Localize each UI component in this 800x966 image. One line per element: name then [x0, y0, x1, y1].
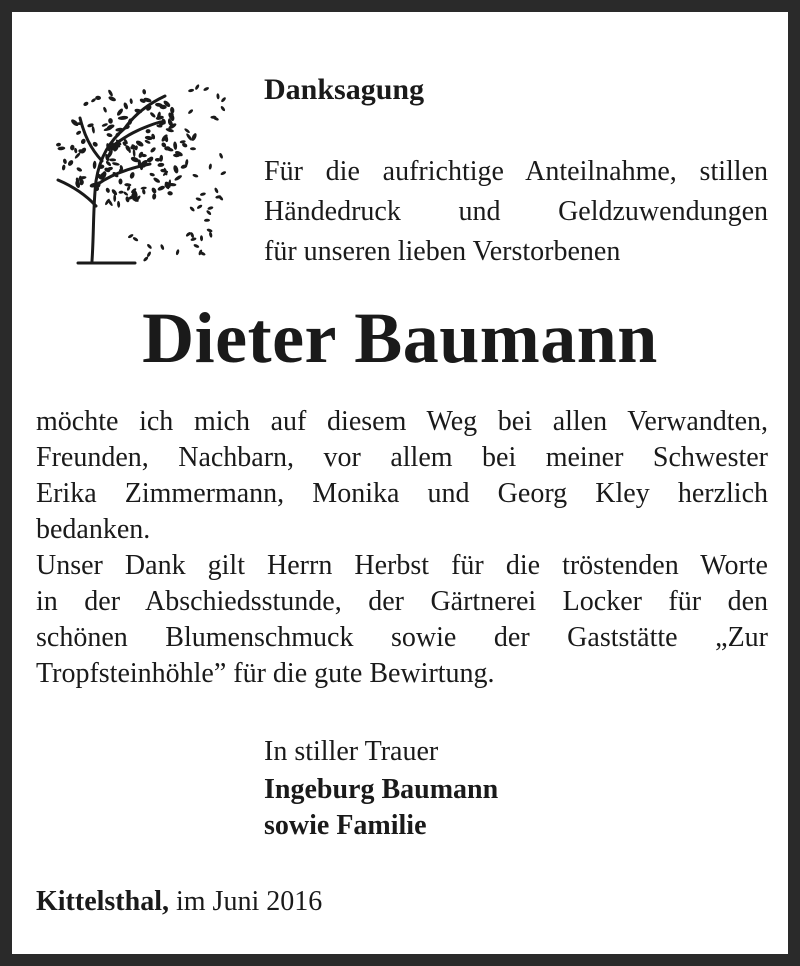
leaf-shape [108, 118, 114, 124]
leaf-shape [105, 187, 111, 193]
leaf-shape [220, 105, 226, 112]
leaf-shape [56, 142, 62, 147]
body-line: bedanken. [36, 514, 151, 545]
leaf-shape [113, 194, 116, 202]
leaf-shape [108, 95, 117, 102]
leaf-shape [219, 152, 224, 159]
leaf-shape [76, 166, 83, 172]
leaf-shape [95, 96, 101, 101]
body-line: Tropfsteinhöhle” für die gute Bewirtung. [36, 658, 495, 689]
leaf-shape [150, 146, 157, 153]
leaf-shape [74, 152, 81, 160]
leaf-shape [70, 145, 75, 151]
body-line: möchte ich mich auf diesem Weg bei allen Verwandten, [36, 406, 768, 437]
leaf-shape [204, 219, 210, 222]
leaf-shape [124, 183, 131, 187]
leaf-shape [112, 162, 120, 167]
leaf-shape [67, 159, 74, 167]
leaf-shape [57, 146, 65, 150]
body-line: in der Abschiedsstunde, der Gärtnerei Locker für den [36, 586, 768, 617]
leaf-shape [142, 189, 146, 195]
body-line: Freunden, Nachbarn, vor allem bei meiner Schwester [36, 442, 768, 473]
leaf-shape [75, 130, 81, 136]
tree-in-wind-icon [40, 56, 230, 268]
leaf-shape [116, 108, 124, 117]
leaf-shape [187, 108, 193, 114]
leaf-shape [157, 185, 166, 192]
leaf-shape [123, 191, 129, 196]
leaf-shape [91, 126, 95, 134]
leaf-shape [188, 88, 194, 92]
leaf-shape [101, 123, 108, 128]
leaf-shape [173, 141, 178, 150]
leaf-shape [214, 187, 219, 194]
leaf-shape [209, 231, 213, 238]
intro-line: für unseren lieben Verstorbenen [264, 236, 621, 267]
leaf-shape [62, 158, 67, 164]
mourning-phrase: In stiller Trauer [264, 736, 439, 767]
leaf-shape [194, 84, 200, 91]
leaf-shape [216, 93, 220, 99]
leaf-shape [189, 206, 195, 212]
leaf-shape [146, 243, 152, 249]
leaf-shape [107, 89, 113, 97]
leaf-shape [129, 98, 133, 104]
leaf-shape [207, 206, 214, 211]
leaf-shape [190, 147, 196, 150]
place-date-line [36, 884, 322, 920]
signer-family: sowie Familie [264, 810, 427, 841]
leaf-shape [193, 243, 200, 248]
date-text: im Juni 2016 [169, 886, 323, 917]
leaf-shape [129, 171, 135, 179]
leaf-shape [195, 197, 202, 202]
leaf-shape [152, 193, 157, 200]
leaf-shape [132, 236, 139, 242]
leaf-shape [200, 192, 207, 197]
leaf-shape [142, 89, 147, 95]
leaf-shape [93, 161, 97, 169]
notice-heading: Danksagung [264, 73, 425, 106]
leaf-shape [149, 111, 156, 118]
leaf-shape [118, 190, 123, 194]
leaf-shape [175, 249, 180, 256]
leaf-shape [196, 204, 203, 210]
leaf-shape [167, 191, 173, 196]
leaf-shape [102, 106, 107, 113]
leaf-shape [206, 209, 212, 215]
leaf-shape [153, 177, 161, 184]
leaf-shape [132, 149, 135, 157]
intro-paragraph [264, 152, 768, 272]
leaf-shape [74, 148, 78, 154]
thanks-paragraph [36, 404, 768, 692]
body-line: Unser Dank gilt Herrn Herbst für die tröstenden Worte [36, 550, 768, 581]
leaf-shape [109, 158, 116, 161]
leaf-shape [149, 172, 155, 177]
leaf-shape [174, 174, 183, 181]
leaf-shape [184, 128, 191, 134]
leaf-shape [172, 165, 179, 174]
leaf-shape [106, 133, 113, 138]
signer-name: Ingeburg Baumann [264, 774, 499, 805]
leaf-shape [160, 244, 165, 251]
leaf-shape [62, 164, 66, 170]
leaf-shape [220, 171, 227, 176]
leaf-shape [123, 102, 129, 110]
leaf-shape [157, 163, 164, 168]
leaf-shape [118, 178, 122, 184]
leaf-shape [117, 201, 120, 208]
intro-line: Für die aufrichtige Anteilnahme, stillen [264, 156, 768, 187]
leaf-shape [200, 235, 203, 241]
body-line: schönen Blumenschmuck sowie der Gaststätte „Zur [36, 622, 768, 653]
leaf-shape [220, 96, 226, 102]
leaf-shape [185, 133, 193, 142]
leaf-shape [151, 187, 158, 194]
leaf-shape [192, 173, 199, 178]
body-line: Erika Zimmermann, Monika und Georg Kley herzlich [36, 478, 768, 509]
intro-line: Händedruck und Geldzuwendungen [264, 196, 768, 227]
leaf-shape [83, 101, 90, 107]
leaf-shape [146, 129, 151, 133]
place-name: Kittelsthal, [36, 886, 169, 917]
leaf-shape [208, 163, 212, 169]
leaf-shape [203, 86, 210, 91]
leaf-shape [146, 251, 152, 258]
signature-block [264, 734, 498, 844]
leaf-shape [80, 138, 86, 145]
deceased-name: Dieter Baumann [142, 298, 658, 378]
